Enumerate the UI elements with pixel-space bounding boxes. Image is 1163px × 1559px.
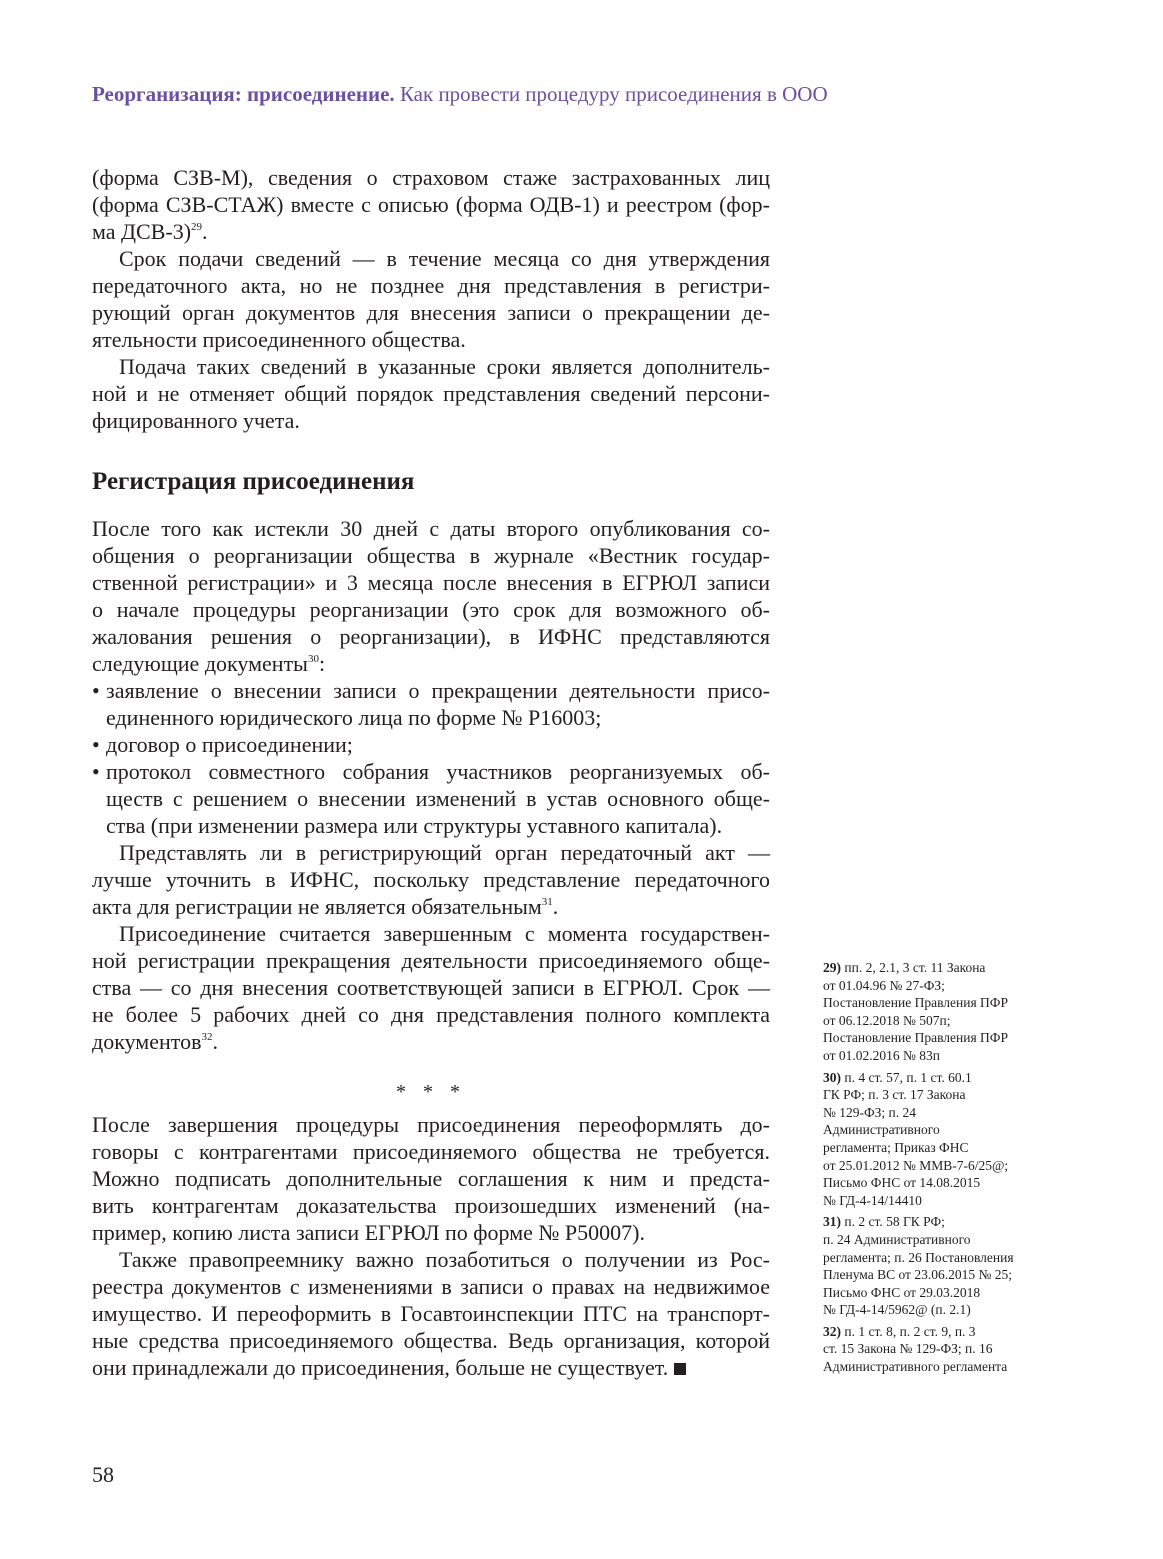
line-text: (форма СЗВ-М), сведения о страховом стаже застрахованных лиц (92, 165, 770, 190)
line-text: фицированного учета. (92, 408, 300, 433)
text-line (92, 245, 770, 272)
line-text: Присоединение считается завершенным с момента государствен- (119, 921, 770, 946)
text-line (92, 569, 770, 596)
line-tail: . (212, 1029, 218, 1054)
footnote-line (823, 1358, 1053, 1376)
footnote-line (823, 1012, 1053, 1030)
header-subtitle: Как провести процедуру присоединения в ООО (399, 82, 828, 106)
line-text: общения о реорганизации общества в журнале «Вестник государ- (92, 543, 770, 568)
footnote-line (823, 1121, 1053, 1139)
line-text: После того как истекли 30 дней с даты второго опубликования со- (92, 516, 770, 541)
footnote-text: № ГД-4-14/5962@ (п. 2.1) (823, 1302, 971, 1318)
separator: * * * (396, 1081, 466, 1103)
line-text: ства — со дня внесения соответствующей записи в ЕГРЮЛ. Срок — (92, 975, 770, 1000)
footnote-line (823, 1174, 1053, 1192)
footnote-text: от 06.12.2018 № 507п; (823, 1012, 951, 1028)
line-tail: . (202, 219, 208, 244)
text-line (92, 164, 770, 191)
footnote-line (823, 1029, 1053, 1047)
line-text: ственной регистрации» и 3 месяца после внесения в ЕГРЮЛ записи (92, 570, 770, 595)
line-text: рующий орган документов для внесения записи о прекращении де- (92, 300, 770, 325)
line-text: Можно подписать дополнительные соглашения к ним и предста- (92, 1166, 770, 1191)
line-text: ма ДСВ-3) (92, 219, 192, 244)
footnote-text: Письмо ФНС от 29.03.2018 (823, 1284, 981, 1300)
text-line (92, 1219, 770, 1246)
text-line (92, 1001, 770, 1028)
line-text: говоры с контрагентами присоединяемого общества не требуется. (92, 1139, 770, 1164)
line-text: Также правопреемнику важно позаботиться о получении из Рос- (119, 1247, 770, 1272)
line-text: Срок подачи сведений — в течение месяца со дня утверждения (119, 246, 770, 271)
footnote-text: от 25.01.2012 № ММВ-7-6/25@; (823, 1157, 1009, 1173)
line-tail: : (318, 651, 326, 676)
text-line (92, 515, 770, 542)
line-text: имущество. И переоформить в Госавтоинспекции ПТС на транспорт- (92, 1301, 770, 1326)
footnote-text: Административного (823, 1122, 940, 1138)
text-line (92, 704, 770, 731)
footnote-line (823, 1266, 1053, 1284)
footnote-line (823, 977, 1053, 995)
text-line (92, 1246, 770, 1273)
text-line (92, 272, 770, 299)
footnote-text: п. 24 Административного (823, 1231, 971, 1247)
footnote-number: 31) (823, 1214, 841, 1230)
line-text: ятельности присоединенного общества. (92, 327, 466, 352)
text-line (92, 596, 770, 623)
text-line (92, 785, 770, 812)
line-text: жалования решения о реорганизации), в ИФНС представляются (92, 624, 770, 649)
footnote-text: от 01.02.2016 № 83п (823, 1047, 940, 1063)
text-line (92, 893, 770, 920)
footnote-text: регламента; п. 26 Постановления (823, 1249, 1014, 1265)
footnote-ref: 32 (201, 1031, 213, 1043)
text-line (92, 1273, 770, 1300)
line-text: После завершения процедуры присоединения переоформлять до- (92, 1112, 770, 1137)
text-line (92, 218, 770, 245)
text-line (92, 380, 770, 407)
footnote-text: ГК РФ; п. 3 ст. 17 Закона (823, 1087, 966, 1103)
footnote-number: 29) (823, 960, 841, 975)
line-text: акта для регистрации не является обязательным (92, 894, 542, 919)
text-line (92, 1354, 770, 1381)
body-text-block-2 (92, 515, 770, 1055)
text-line (92, 1138, 770, 1165)
bullet-icon: • (92, 759, 100, 784)
line-text: ные средства присоединяемого общества. Ведь организация, которой (92, 1328, 770, 1353)
text-line (92, 299, 770, 326)
footnote-text: № ГД-4-14/14410 (823, 1192, 922, 1208)
footnote-text: регламента; Приказ ФНС (823, 1139, 969, 1155)
line-tail: . (552, 894, 559, 919)
line-text: следующие документы (92, 651, 308, 676)
body-text-block-3 (92, 1111, 770, 1381)
footnote-number: 32) (823, 1323, 841, 1339)
line-text: ной и не отменяет общий порядок представления сведений персони- (92, 381, 770, 406)
footnote-line (823, 1284, 1053, 1302)
text-line (92, 1300, 770, 1327)
text-line (92, 1327, 770, 1354)
line-text: пример, копию листа записи ЕГРЮЛ по форме № Р50007). (92, 1220, 645, 1245)
footnote-line (823, 959, 1053, 977)
footnote-line (823, 1301, 1053, 1319)
footnote-line (823, 1047, 1053, 1065)
footnote-text: Постановление Правления ПФР (823, 995, 1008, 1011)
footnote-text: Письмо ФНС от 14.08.2015 (823, 1175, 981, 1191)
text-line (92, 866, 770, 893)
text-line (92, 812, 770, 839)
footnote (823, 1323, 1053, 1376)
footnote-text: Постановление Правления ПФР (823, 1030, 1008, 1046)
line-text: реестра документов с изменениями в записи о правах на недвижимое (92, 1274, 770, 1299)
bullet-icon: • (92, 678, 100, 703)
line-text: не более 5 рабочих дней со дня представления полного комплекта (92, 1002, 770, 1027)
footnote-line (823, 1139, 1053, 1157)
line-text: ной регистрации прекращения деятельности присоединяемого обще- (92, 948, 770, 973)
footnote-line (823, 1069, 1053, 1087)
footnote-line (823, 1213, 1053, 1231)
text-line (92, 623, 770, 650)
line-text: ства (при изменении размера или структуры уставного капитала). (106, 813, 723, 838)
footnote-number: 30) (823, 1069, 841, 1085)
footnote-line (823, 994, 1053, 1012)
text-line (92, 731, 770, 758)
line-text: единенного юридического лица по форме № Р16003; (106, 705, 602, 730)
footnote-line (823, 1249, 1053, 1267)
text-line (92, 758, 770, 785)
text-line (92, 542, 770, 569)
line-text: договор о присоединении; (106, 732, 353, 757)
footnote-text: Пленума ВС от 23.06.2015 № 25; (823, 1267, 1012, 1283)
footnote-line (823, 1157, 1053, 1175)
text-line (92, 650, 770, 677)
footnote-text: п. 2 ст. 58 ГК РФ; (844, 1214, 945, 1230)
footnote-line (823, 1104, 1053, 1122)
footnote-text: от 01.04.96 № 27-ФЗ; (823, 977, 945, 993)
line-text: (форма СЗВ-СТАЖ) вместе с описью (форма ОДВ-1) и реестром (фор- (92, 192, 770, 217)
line-text: вить контрагентам доказательства произошедших изменений (на- (92, 1193, 770, 1218)
text-line (92, 974, 770, 1001)
footnote-ref: 30 (307, 653, 319, 665)
footnotes (823, 959, 1053, 1380)
footnote-ref: 31 (541, 896, 553, 908)
header-section: Реорганизация: присоединение. (92, 82, 395, 106)
line-text: Представлять ли в регистрирующий орган передаточный акт — (119, 840, 770, 865)
footnote (823, 1069, 1053, 1210)
text-line (92, 1111, 770, 1138)
line-text: о начале процедуры реорганизации (это срок для возможного об- (92, 597, 770, 622)
footnote-text: ст. 15 Закона № 129-ФЗ; п. 16 (823, 1341, 993, 1357)
footnote-text: № 129-ФЗ; п. 24 (823, 1104, 917, 1120)
line-text: они принадлежали до присоединения, больше не существует. (92, 1355, 669, 1380)
text-line (92, 1165, 770, 1192)
text-line (92, 191, 770, 218)
footnote-text: Административного регламента (823, 1359, 1008, 1375)
line-text: передаточного акта, но не позднее дня представления в регистри- (92, 273, 770, 298)
footnote-text: п. 4 ст. 57, п. 1 ст. 60.1 (844, 1069, 972, 1085)
footnote-line (823, 1323, 1053, 1341)
line-text: Подача таких сведений в указанные сроки является дополнитель- (119, 354, 770, 379)
line-text: лучше уточнить в ИФНС, поскольку представление передаточного (92, 867, 770, 892)
footnote-text: п. 1 ст. 8, п. 2 ст. 9, п. 3 (844, 1323, 976, 1339)
running-header (92, 82, 828, 107)
footnote-text: пп. 2, 2.1, 3 ст. 11 Закона (844, 960, 986, 975)
footnote-ref: 29 (191, 221, 203, 233)
footnote-line (823, 1192, 1053, 1210)
text-line (92, 947, 770, 974)
bullet-icon: • (92, 732, 100, 757)
text-line (92, 407, 770, 434)
text-line (92, 920, 770, 947)
text-line (92, 677, 770, 704)
line-text: протокол совместного собрания участников реорганизуемых об- (106, 759, 770, 784)
end-of-article-icon (674, 1363, 686, 1375)
footnote (823, 1213, 1053, 1319)
page-number: 58 (92, 1462, 114, 1487)
text-line (92, 1028, 770, 1055)
section-heading: Регистрация присоединения (92, 468, 415, 495)
text-line (92, 839, 770, 866)
footnote (823, 959, 1053, 1065)
text-line (92, 326, 770, 353)
body-text-block-1 (92, 164, 770, 434)
footnote-line (823, 1231, 1053, 1249)
line-text: ществ с решением о внесении изменений в устав основного обще- (106, 786, 770, 811)
text-line (92, 1192, 770, 1219)
text-line (92, 353, 770, 380)
footnote-line (823, 1340, 1053, 1358)
line-text: заявление о внесении записи о прекращении деятельности присо- (106, 678, 770, 703)
footnote-line (823, 1086, 1053, 1104)
line-text: документов (92, 1029, 202, 1054)
